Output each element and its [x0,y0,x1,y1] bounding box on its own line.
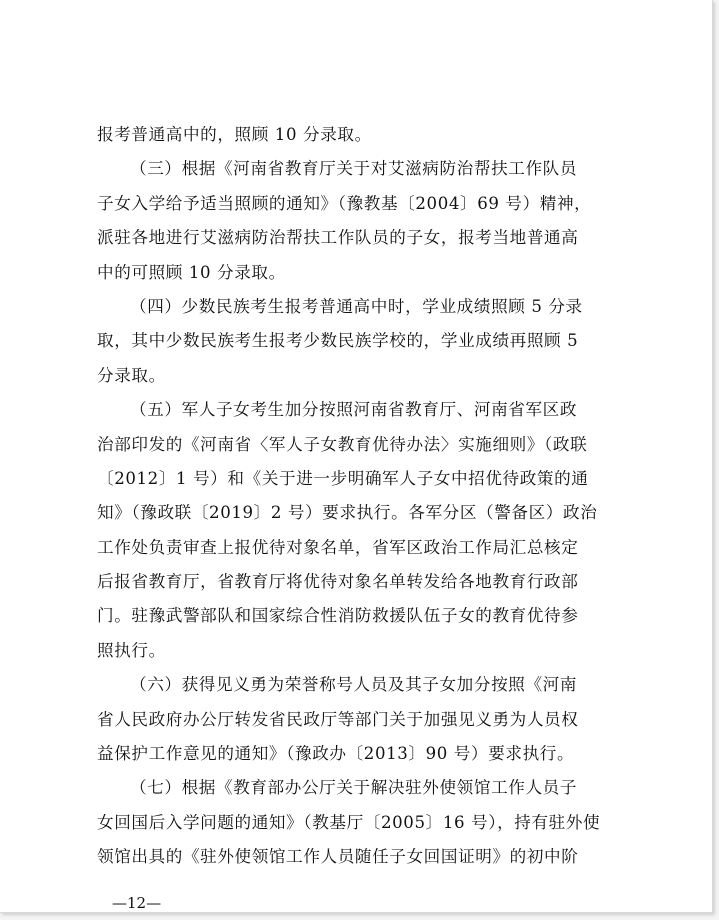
text-line: 省人民政府办公厅转发省民政厅等部门关于加强见义勇为人员权 [97,709,579,729]
text-line: 中的可照顾 10 分录取。 [97,262,286,282]
text-line: 派驻各地进行艾滋病防治帮扶工作队员的子女，报考当地普通高 [97,228,579,248]
text-line: 后报省教育厅，省教育厅将优待对象名单转发给各地教育行政部 [97,572,579,592]
text-line: 治部印发的《河南省〈军人子女教育优待办法〉实施细则》（政联 [97,434,588,454]
text-line: 取，其中少数民族考生报考少数民族学校的，学业成绩再照顾 5 [97,331,579,351]
text-line: 分录取。 [97,365,166,385]
text-line: 女回国后入学问题的通知》（教基厅〔2005〕16 号），持有驻外使 [97,812,601,832]
text-line: 领馆出具的《驻外使领馆工作人员随任子女回国证明》的初中阶 [97,847,579,867]
text-line: （七）根据《教育部办公厅关于解决驻外使领馆工作人员子 [130,778,578,798]
page-number: —12— [112,894,162,912]
text-line: （四）少数民族考生报考普通高中时，学业成绩照顾 5 分录 [130,296,583,316]
text-line: 子女入学给予适当照顾的通知》（豫教基〔2004〕69 号）精神， [97,193,592,213]
document-body [97,118,631,875]
text-line: 门。驻豫武警部队和国家综合性消防救援队伍子女的教育优待参 [97,606,579,626]
text-line: （五）军人子女考生加分按照河南省教育厅、河南省军区政 [130,400,578,420]
text-line: 照执行。 [97,640,166,660]
text-line: 〔2012〕1 号）和《关于进一步明确军人子女中招优待政策的通 [97,468,589,488]
text-line: 益保护工作意见的通知》（豫政办〔2013〕90 号）要求执行。 [97,744,575,764]
text-line: 报考普通高中的，照顾 10 分录取。 [97,125,372,144]
text-line: （六）获得见义勇为荣誉称号人员及其子女加分按照《河南 [130,675,578,695]
text-line: 知》（豫政联〔2019〕2 号）要求执行。各军分区（警备区）政治 [97,503,598,523]
text-line: （三）根据《河南省教育厅关于对艾滋病防治帮扶工作队员 [130,159,578,179]
text-line: 工作处负责审查上报优待对象名单，省军区政治工作局汇总核定 [97,537,579,557]
